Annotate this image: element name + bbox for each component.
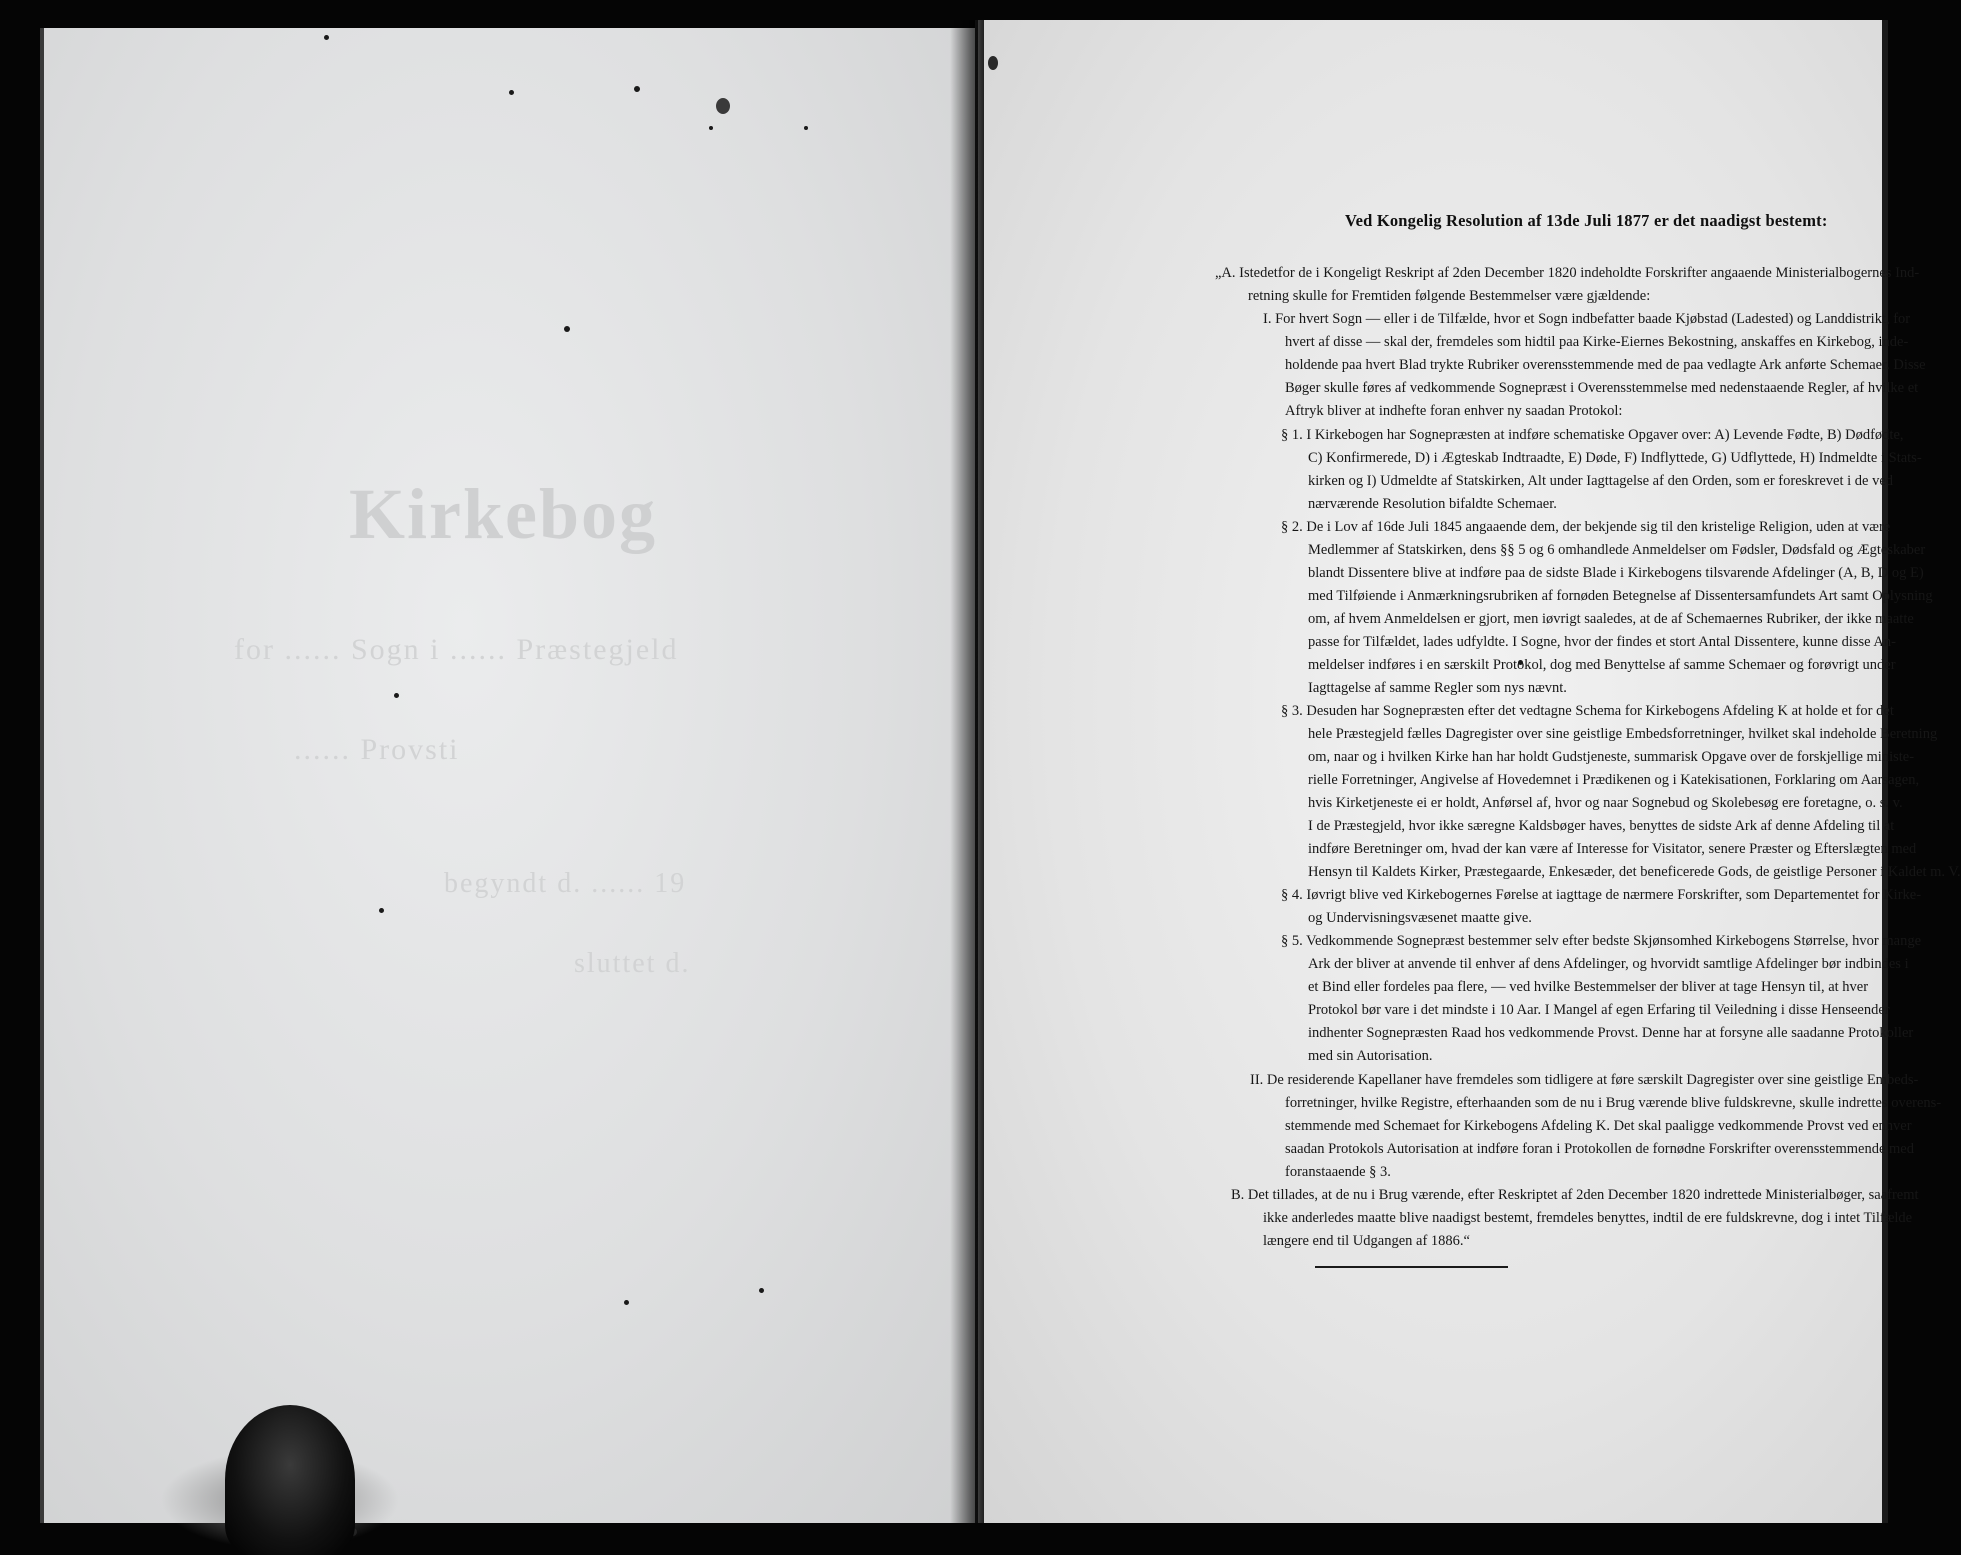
- text-line: Protokol bør vare i det mindste i 10 Aar. I Mangel af egen Erfaring til Veiledning i disse Henseender: [1308, 1002, 1890, 1018]
- text-line: med sin Autorisation.: [1308, 1048, 1433, 1064]
- text-line: retning skulle for Fremtiden følgende Bestemmelser være gjældende:: [1248, 288, 1651, 304]
- ink-spot: [988, 56, 998, 70]
- ink-spot: [716, 98, 730, 114]
- faint-line-begyndt: begyndt d. ...... 19: [444, 868, 687, 899]
- text-line: stemmende med Schemaet for Kirkebogens Afdeling K. Det skal paaligge vedkommende Provst ved enhver: [1285, 1118, 1912, 1134]
- book-gutter: [950, 20, 984, 1523]
- ink-spot: [324, 35, 329, 40]
- ink-spot: [379, 908, 384, 913]
- right-page: [975, 20, 1961, 1523]
- text-line: og Undervisningsvæsenet maatte give.: [1308, 910, 1532, 926]
- text-line: passe for Tilfældet, lades udfyldte. I Sogne, hvor der findes et stort Antal Dissentere, kunne disse An-: [1308, 634, 1896, 650]
- text-line: hvert af disse — skal der, fremdeles som hidtil paa Kirke-Eiernes Bekostning, anskaffes en Kirkebog, inde-: [1285, 334, 1909, 350]
- text-line: indhenter Sognepræsten Raad hos vedkommende Provst. Denne har at forsyne alle saadanne Protokoller: [1308, 1025, 1914, 1041]
- ink-spot: [624, 1300, 629, 1305]
- text-line: I de Præstegjeld, hvor ikke særegne Kaldsbøger haves, benyttes de sidste Ark af denne Afdeling til at: [1308, 818, 1895, 834]
- ink-spot: [394, 693, 399, 698]
- text-line: Ark der bliver at anvende til enhver af dens Afdelinger, og hvorvidt samtlige Afdelinger bør indbindes i: [1308, 956, 1909, 972]
- text-line: kirken og I) Udmeldte af Statskirken, Alt under Iagttagelse af den Orden, som er foreskrevet i de ved: [1308, 473, 1894, 489]
- resolution-heading: Ved Kongelig Resolution af 13de Juli 1877 er det naadigst bestemt:: [1345, 211, 1828, 230]
- text-line: om, af hvem Anmeldelsen er gjort, men iøvrigt saaledes, at de af Schemaernes Rubriker, der ikke maatte: [1308, 611, 1914, 627]
- text-line: nærværende Resolution bifaldte Schemaer.: [1308, 496, 1557, 512]
- ink-spot: [709, 126, 713, 130]
- text-line: Hensyn til Kaldets Kirker, Præstegaarde, Enkesæder, det beneficerede Gods, de geistlige Personer i Kaldet m. V.: [1308, 864, 1961, 880]
- faint-title-kirkebog: Kirkebog: [349, 474, 658, 554]
- thumb-silhouette: [225, 1405, 355, 1555]
- ink-spot: [804, 126, 808, 130]
- text-line: med Tilføiende i Anmærkningsrubriken af fornøden Betegnelse af Dissentersamfundets Art samt Oplysning: [1308, 588, 1933, 604]
- text-line: B. Det tillades, at de nu i Brug værende, efter Reskriptet af 2den December 1820 indrettede Ministerialbøger, saafremt: [1231, 1187, 1919, 1203]
- text-line: § 1. I Kirkebogen har Sognepræsten at indføre schematiske Opgaver over: A) Levende Fødte, B) Dødfødte,: [1281, 427, 1904, 443]
- text-line: hele Præstegjeld fælles Dagregister over sine geistlige Embedsforretninger, hvilket skal indeholde Beretning: [1308, 726, 1938, 742]
- text-line: blandt Dissentere blive at indføre paa de sidste Blade i Kirkebogens tilsvarende Afdelinger (A, B, D og E): [1308, 565, 1924, 581]
- text-line: holdende paa hvert Blad trykte Rubriker overensstemmende med de paa vedlagte Ark anførte Schemaer. Disse: [1285, 357, 1926, 373]
- text-line: et Bind eller fordeles paa flere, — ved hvilke Bestemmelser der bliver at tage Hensyn til, at hver: [1308, 979, 1869, 995]
- text-line: II. De residerende Kapellaner have fremdeles som tidligere at føre særskilt Dagregister over sine geistlige Embeds-: [1250, 1072, 1919, 1088]
- text-line: Medlemmer af Statskirken, dens §§ 5 og 6 omhandlede Anmeldelser om Fødsler, Dødsfald og Ægteskaber: [1308, 542, 1926, 558]
- text-line: § 3. Desuden har Sognepræsten efter det vedtagne Schema for Kirkebogens Afdeling K at holde et for det: [1281, 703, 1894, 719]
- ink-spot: [564, 326, 570, 332]
- faint-line-sogn: for ...... Sogn i ...... Præstegjeld: [234, 633, 679, 666]
- text-line: indføre Beretninger om, hvad der kan være af Interesse for Visitator, senere Præster og Efterslægten med: [1308, 841, 1917, 857]
- text-line: C) Konfirmerede, D) i Ægteskab Indtraadte, E) Døde, F) Indflyttede, G) Udflyttede, H) Indmeldte i Stats-: [1308, 450, 1922, 466]
- text-line: Aftryk bliver at indhefte foran enhver ny saadan Protokol:: [1285, 403, 1623, 419]
- ink-spot: [509, 90, 514, 95]
- text-line: „A. Istedetfor de i Kongeligt Reskript af 2den December 1820 indeholdte Forskrifter angaaende Ministerialbogernes Ind-: [1215, 265, 1920, 281]
- text-line: meldelser indføres i en særskilt Protokol, dog med Benyttelse af samme Schemaer og forøvrigt under: [1308, 657, 1896, 673]
- text-line: saadan Protokols Autorisation at indføre foran i Protokollen de fornødne Forskrifter overensstemmende med: [1285, 1141, 1914, 1157]
- text-line: forretninger, hvilke Registre, efterhaanden som de nu i Brug værende blive fuldskrevne, skulle indrettes overens-: [1285, 1095, 1942, 1111]
- closing-rule: [1315, 1266, 1508, 1268]
- text-line: I. For hvert Sogn — eller i de Tilfælde, hvor et Sogn indbefatter baade Kjøbstad (Ladested) og Landdistrikt, for: [1263, 311, 1911, 327]
- ink-spot: [634, 86, 640, 92]
- text-line: Iagttagelse af samme Regler som nys nævnt.: [1308, 680, 1567, 696]
- text-line: længere end til Udgangen af 1886.“: [1263, 1233, 1470, 1249]
- text-line: Bøger skulle føres af vedkommende Sognepræst i Overensstemmelse med nedenstaaende Regler, af hvilke et: [1285, 380, 1919, 396]
- text-line: ikke anderledes maatte blive naadigst bestemt, fremdeles benyttes, indtil de ere fuldskrevne, dog i intet Tilfælde: [1263, 1210, 1913, 1226]
- text-line: hvis Kirketjeneste ei er holdt, Anførsel af, hvor og naar Sognebud og Skolebesøg ere foretagne, o. s. v.: [1308, 795, 1903, 811]
- text-line: § 5. Vedkommende Sognepræst bestemmer selv efter bedste Skjønsomhed Kirkebogens Størrelse, hvor mange: [1281, 933, 1922, 949]
- text-line: om, naar og i hvilken Kirke han har holdt Gudstjeneste, summarisk Opgave over de forskjellige ministe-: [1308, 749, 1915, 765]
- text-line: foranstaaende § 3.: [1285, 1164, 1391, 1180]
- text-line: § 4. Iøvrigt blive ved Kirkebogernes Førelse at iagttage de nærmere Forskrifter, som Departementet for Kirke-: [1281, 887, 1922, 903]
- left-page: [40, 28, 978, 1523]
- faint-line-provsti: ...... Provsti: [294, 733, 460, 766]
- text-line: rielle Forretninger, Angivelse af Hovedemnet i Prædikenen og i Katekisationen, Forklaring om Aarsagen,: [1308, 772, 1920, 788]
- faint-line-sluttet: sluttet d.: [574, 948, 691, 979]
- ink-spot: [759, 1288, 764, 1293]
- text-line: § 2. De i Lov af 16de Juli 1845 angaaende dem, der bekjende sig til den kristelige Religion, uden at være: [1281, 519, 1891, 535]
